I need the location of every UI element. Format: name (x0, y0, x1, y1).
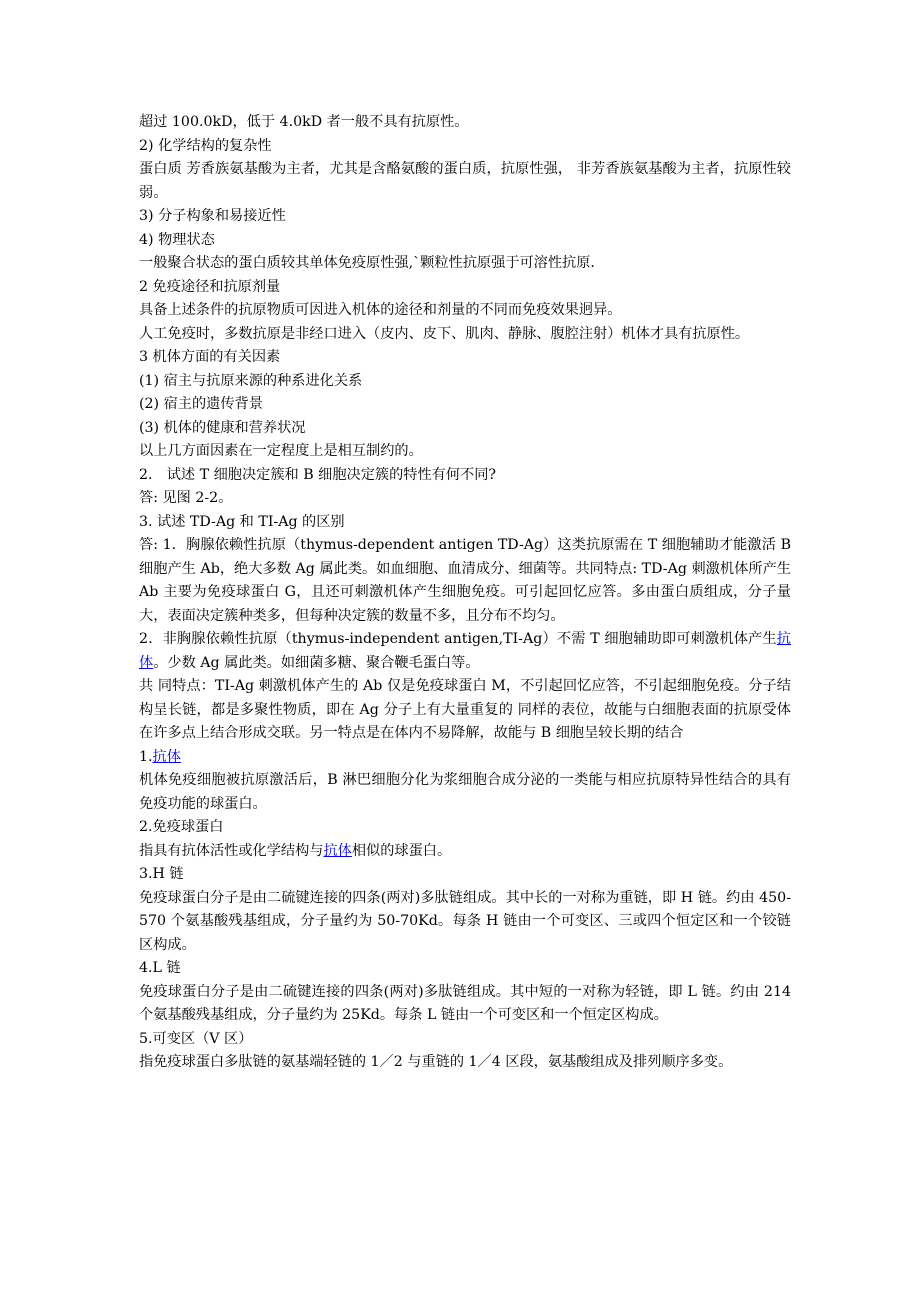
common-features-paragraph: 共 同特点：TI-Ag 刺激机体产生的 Ab 仅是免疫球蛋白 M，不引起回忆应答，不引起细胞免疫。分子结构呈长链，都是多聚性物质，即在 Ag 分子上有大量重复的 同样的表位，故能与白细胞表面的抗原受体在许多点上结合形成交联。另一特点是在体内不易降解，故能与 B 细胞呈较长期的结合 (139, 678, 791, 741)
section-heading: 3) 分子构象和易接近性 (139, 208, 286, 224)
term-definition: 免疫球蛋白分子是由二硫键连接的四条(两对)多肽链组成。其中长的一对称为重链，即 H 链。约由 450-570 个氨基酸残基组成，分子量约为 50-70Kd。每条 H 链由一个可变区、三或四个恒定区和一个铰链区构成。 (139, 889, 791, 953)
antibody-link[interactable]: 抗体 (323, 842, 352, 859)
text-line: 具备上述条件的抗原物质可因进入机体的途径和剂量的不同而免疫效果迥异。 (139, 302, 622, 318)
list-item: (2) 宿主的遗传背景 (139, 396, 263, 412)
term-heading-variable-region: 5.可变区（V 区） (139, 1030, 253, 1047)
term-definition: 机体免疫细胞被抗原激活后，B 淋巴细胞分化为浆细胞合成分泌的一类能与相应抗原特异性结合的具有免疫功能的球蛋白。 (139, 772, 791, 812)
ti-ag-text-before: 2．非胸腺依赖性抗原（thymus-independent antigen,TI-Ag）不需 T 细胞辅助即可刺激机体产生 (139, 631, 777, 647)
definition-text-after: 相似的球蛋白。 (351, 842, 452, 859)
term-number: 1. (139, 748, 153, 765)
answer-paragraph: 答: 1．胸腺依赖性抗原（thymus-dependent antigen TD-Ag）这类抗原需在 T 细胞辅助才能激活 B 细胞产生 Ab，绝大多数 Ag 属此类。如血细胞、血清成分、细菌等。共同特点: TD-Ag 刺激机体所产生 Ab 主要为免疫球蛋白 G，且还可刺激机体产生细胞免疫。可引起回忆应答。多由蛋白质组成，分子量大，表面决定簇种类多，但每种决定簇的数量不多，且分布不均匀。 (139, 537, 791, 624)
ti-ag-text-after: 。少数 Ag 属此类。如细菌多糖、聚合鞭毛蛋白等。 (153, 654, 480, 671)
list-item: (1) 宿主与抗原来源的种系进化关系 (139, 372, 363, 389)
text-line: 蛋白质 芳香族氨基酸为主者，尤其是含酪氨酸的蛋白质，抗原性强， 非芳香族氨基酸为主者，抗原性较弱。 (139, 161, 791, 201)
term-definition: 指免疫球蛋白多肽链的氨基端轻链的 1／2 与重链的 1／4 区段，氨基酸组成及排列顺序多变。 (139, 1054, 733, 1070)
term-heading-antibody (139, 746, 791, 770)
answer-line: 答: 见图 2-2。 (139, 490, 233, 506)
antibody-link[interactable]: 抗体 (139, 631, 791, 671)
term-heading-l-chain: 4.L 链 (139, 960, 181, 976)
section-heading: 2 免疫途径和抗原剂量 (139, 278, 281, 295)
term-heading-immunoglobulin: 2.免疫球蛋白 (139, 819, 224, 835)
term-definition (139, 840, 791, 864)
text-line: 人工免疫时，多数抗原是非经口进入（皮内、皮下、肌肉、静脉、腹腔注射）机体才具有抗原性。 (139, 325, 750, 342)
definition-text-before: 指具有抗体活性或化学结构与 (139, 842, 324, 859)
ti-ag-paragraph (139, 628, 791, 675)
term-heading-h-chain: 3.H 链 (139, 866, 184, 882)
question-line: 3. 试述 TD-Ag 和 TI-Ag 的区别 (139, 513, 345, 530)
text-line: 一般聚合状态的蛋白质较其单体免疫原性强,`颗粒性抗原强于可溶性抗原. (139, 255, 595, 271)
list-item: (3) 机体的健康和营养状况 (139, 419, 306, 436)
term-definition: 免疫球蛋白分子是由二硫键连接的四条(两对)多肽链组成。其中短的一对称为轻链，即 L 链。约由 214 个氨基酸残基组成，分子量约为 25Kd。每条 L 链由一个可变区和一个恒定区构成。 (139, 983, 791, 1023)
document-body (139, 111, 791, 1075)
antibody-link[interactable]: 抗体 (152, 748, 181, 765)
section-heading: 3 机体方面的有关因素 (139, 349, 281, 365)
question-line: 2． 试述 T 细胞决定簇和 B 细胞决定簇的特性有何不同? (139, 466, 497, 483)
text-line: 以上几方面因素在一定程度上是相互制约的。 (139, 443, 423, 459)
section-heading: 2) 化学结构的复杂性 (139, 137, 272, 154)
section-heading: 4) 物理状态 (139, 231, 215, 248)
text-line: 超过 100.0kD，低于 4.0kD 者一般不具有抗原性。 (139, 114, 469, 130)
